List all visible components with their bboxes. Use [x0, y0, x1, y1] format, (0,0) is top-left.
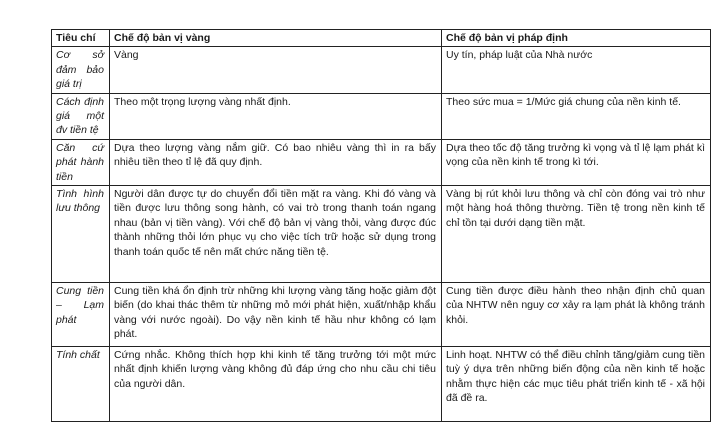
row-fiat-cell: Vàng bị rút khỏi lưu thông và chỉ còn đóng vai trò như một hàng hoá thông thường. Tiền tệ trong nền kinh tế chỉ tồn tại dưới dạng tiền mặt.	[442, 186, 711, 283]
row-criterion: Cách định giá một đv tiền tệ	[52, 93, 110, 139]
row-criterion: Cơ sở đảm bảo giá trị	[52, 47, 110, 93]
table-row	[52, 93, 711, 139]
table-row	[52, 139, 711, 185]
row-gold-cell: Theo một trọng lượng vàng nhất định.	[110, 93, 442, 139]
row-gold-cell: Cung tiền khá ổn định trừ những khi lượng vàng tăng hoặc giảm đột biến (do khai thác thêm từ những mỏ mới phát hiện, xuất/nhập khẩu vàng với nước ngoài). Do vậy nền kinh tế hầu như không có lạm phát.	[110, 283, 442, 347]
row-fiat-cell: Dựa theo tốc độ tăng trưởng kì vọng và tỉ lệ lạm phát kì vọng của nền kinh tế trong kì tới.	[442, 139, 711, 185]
header-gold-standard: Chế độ bản vị vàng	[110, 30, 442, 47]
row-gold-cell: Cứng nhắc. Không thích hợp khi kinh tế tăng trưởng tới một mức nhất định khiến lượng vàng không đủ đáp ứng cho nhu cầu chi tiêu của người dân.	[110, 347, 442, 422]
row-fiat-cell: Cung tiền được điều hành theo nhận định chủ quan của NHTW nên nguy cơ xảy ra lạm phát là không tránh khỏi.	[442, 283, 711, 347]
row-gold-cell: Người dân được tự do chuyển đổi tiền mặt ra vàng. Khi đó vàng và tiền được lưu thông song hành, có vai trò trong thanh toán ngang nhau (bản vị tiền vàng). Với chế độ bản vị vàng thỏi, vàng được đúc thành những thỏi lớn phục vụ cho việc tích trữ hoặc sử dụng trong thanh toán quốc tế nên mất chức năng tiền tệ.	[110, 186, 442, 283]
row-criterion: Tình hình lưu thông	[52, 186, 110, 283]
header-row	[52, 30, 711, 47]
row-criterion: Cung tiền – Lạm phát	[52, 283, 110, 347]
table-row	[52, 47, 711, 93]
comparison-table	[51, 29, 711, 422]
row-fiat-cell: Theo sức mua = 1/Mức giá chung của nền kinh tế.	[442, 93, 711, 139]
row-criterion: Tính chất	[52, 347, 110, 422]
table-header	[52, 30, 711, 47]
table-row	[52, 347, 711, 422]
header-fiat-standard: Chế độ bản vị pháp định	[442, 30, 711, 47]
row-criterion: Căn cứ phát hành tiền	[52, 139, 110, 185]
row-fiat-cell: Uy tín, pháp luật của Nhà nước	[442, 47, 711, 93]
table-row	[52, 186, 711, 283]
row-gold-cell: Dựa theo lượng vàng nắm giữ. Có bao nhiêu vàng thì in ra bấy nhiêu tiền theo tỉ lệ đã quy định.	[110, 139, 442, 185]
row-fiat-cell: Linh hoạt. NHTW có thể điều chỉnh tăng/giảm cung tiền tuỳ ý dựa trên những biến động của nền kinh tế hoặc nhằm thực hiện các mục tiêu phát triển kinh tế - xã hội đã đề ra.	[442, 347, 711, 422]
table-row	[52, 283, 711, 347]
row-gold-cell: Vàng	[110, 47, 442, 93]
table-body	[52, 47, 711, 422]
header-criterion: Tiêu chí	[52, 30, 110, 47]
